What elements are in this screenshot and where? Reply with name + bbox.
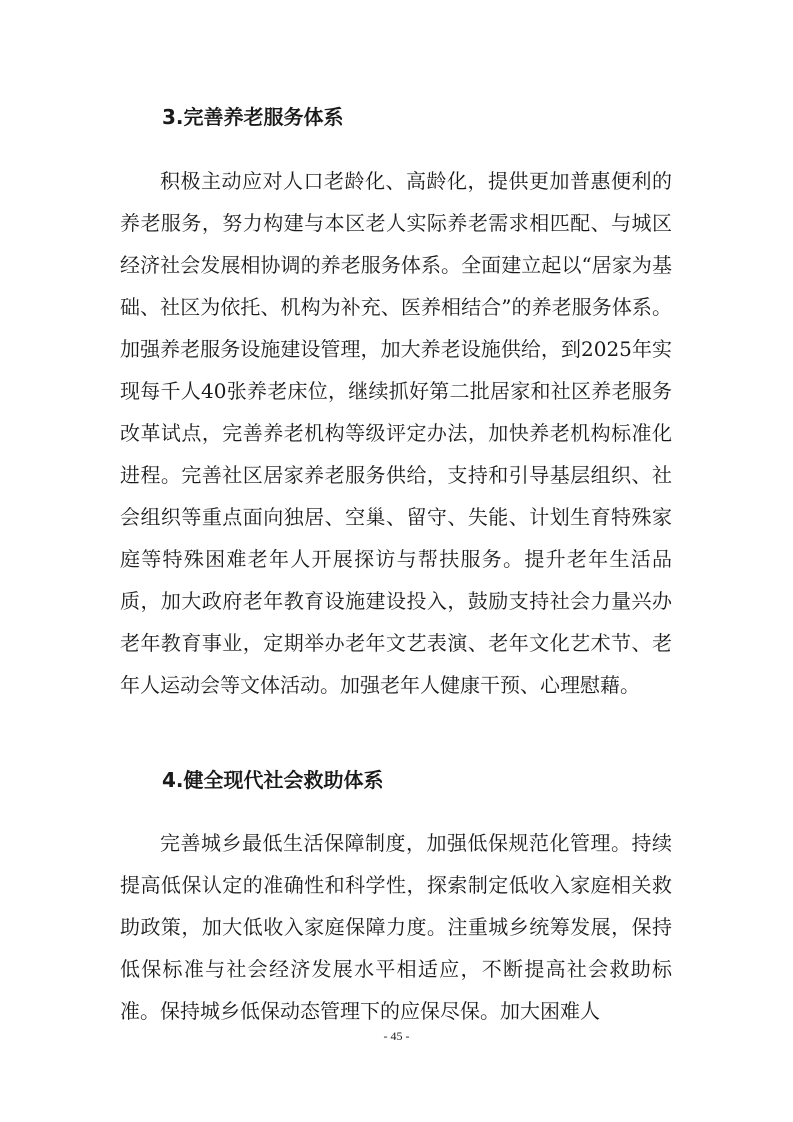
page-number: - 45 - xyxy=(383,1029,410,1043)
section-paragraph-elderly-care: 积极主动应对人口老龄化、高龄化，提供更加普惠便利的养老服务，努力构建与本区老人实际养老需求相匹配、与城区经济社会发展相协调的养老服务体系。全面建立起以“居家为基础、社区为依托、机构为补充、医养相结合”的养老服务体系。加强养老服务设施建设管理，加大养老设施供给，到2025年实现每千人40张养老床位，继续抓好第二批居家和社区养老服务改革试点，完善养老机构等级评定办法，加快养老机构标准化进程。完善社区居家养老服务供给，支持和引导基层组织、社会组织等重点面向独居、空巢、留守、失能、计划生育特殊家庭等特殊困难老年人开展探访与帮扶服务。提升老年生活品质，加大政府老年教育设施建设投入，鼓励支持社会力量兴办老年教育事业，定期举办老年文艺表演、老年文化艺术节、老年人运动会等文体活动。加强老年人健康干预、心理慰藉。 xyxy=(120,169,672,697)
section-heading-social-assistance: 4.健全现代社会救助体系 xyxy=(162,768,384,792)
section-heading-elderly-care: 3.完善养老服务体系 xyxy=(162,105,344,129)
section-paragraph-social-assistance: 完善城乡最低生活保障制度，加强低保规范化管理。持续提高低保认定的准确性和科学性，探索制定低收入家庭相关救助政策，加大低收入家庭保障力度。注重城乡统筹发展，保持低保标准与社会经济发展水平相适应，不断提高社会救助标准。保持城乡低保动态管理下的应保尽保。加大困难人 xyxy=(120,831,672,1023)
